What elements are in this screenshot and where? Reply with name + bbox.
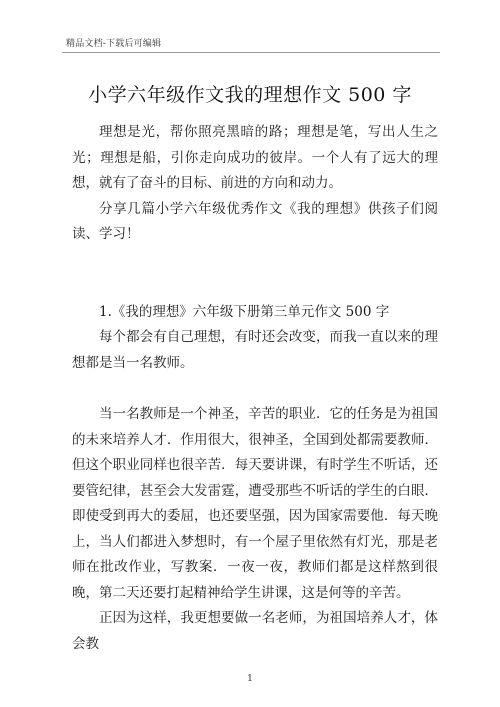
header-divider [62,52,440,53]
essay-heading: 1.《我的理想》六年级下册第三单元作文 500 字 [99,303,390,320]
document-body [72,120,438,657]
page-number: 1 [247,674,253,684]
intro-share-paragraph: 分享几篇小学六年级优秀作文《我的理想》供孩子们阅读、学习！ [72,200,438,242]
essay-paragraph: 当一名教师是一个神圣，辛苦的职业．它的任务是为祖国的未来培养人才．作用很大，很神圣，全国到处都需要教师．但这个职业同样也很辛苦．每天要讲课，有时学生不听话，还要管纪律，甚至会大发雷霆，遭受那些不听话的学生的白眼．即使受到再大的委屈，也还要坚强，因为国家需要他．每天晚上，当人们都进入梦想时，有一个屋子里依然有灯光，那是老师在批改作业，写教案．一夜一夜，教师们都是这样熬到很晚，第二天还要打起精神给学生讲课，这是何等的辛苦。 [72,406,438,601]
intro-paragraph: 理想是光，帮你照亮黑暗的路；理想是笔，写出人生之光；理想是船，引你走向成功的彼岸。一个人有了远大的理想，就有了奋斗的目标、前进的方向和动力。 [72,124,438,191]
header-note: 精品文档-下载后可编辑 [66,39,162,49]
document-title: 小学六年级作文我的理想作文 500 字 [88,84,412,106]
essay-paragraph: 正因为这样，我更想要做一名老师，为祖国培养人才，体会教 [72,610,438,652]
essay-paragraph: 每个都会有自己理想，有时还会改变，而我一直以来的理想都是当一名教师。 [72,329,438,371]
